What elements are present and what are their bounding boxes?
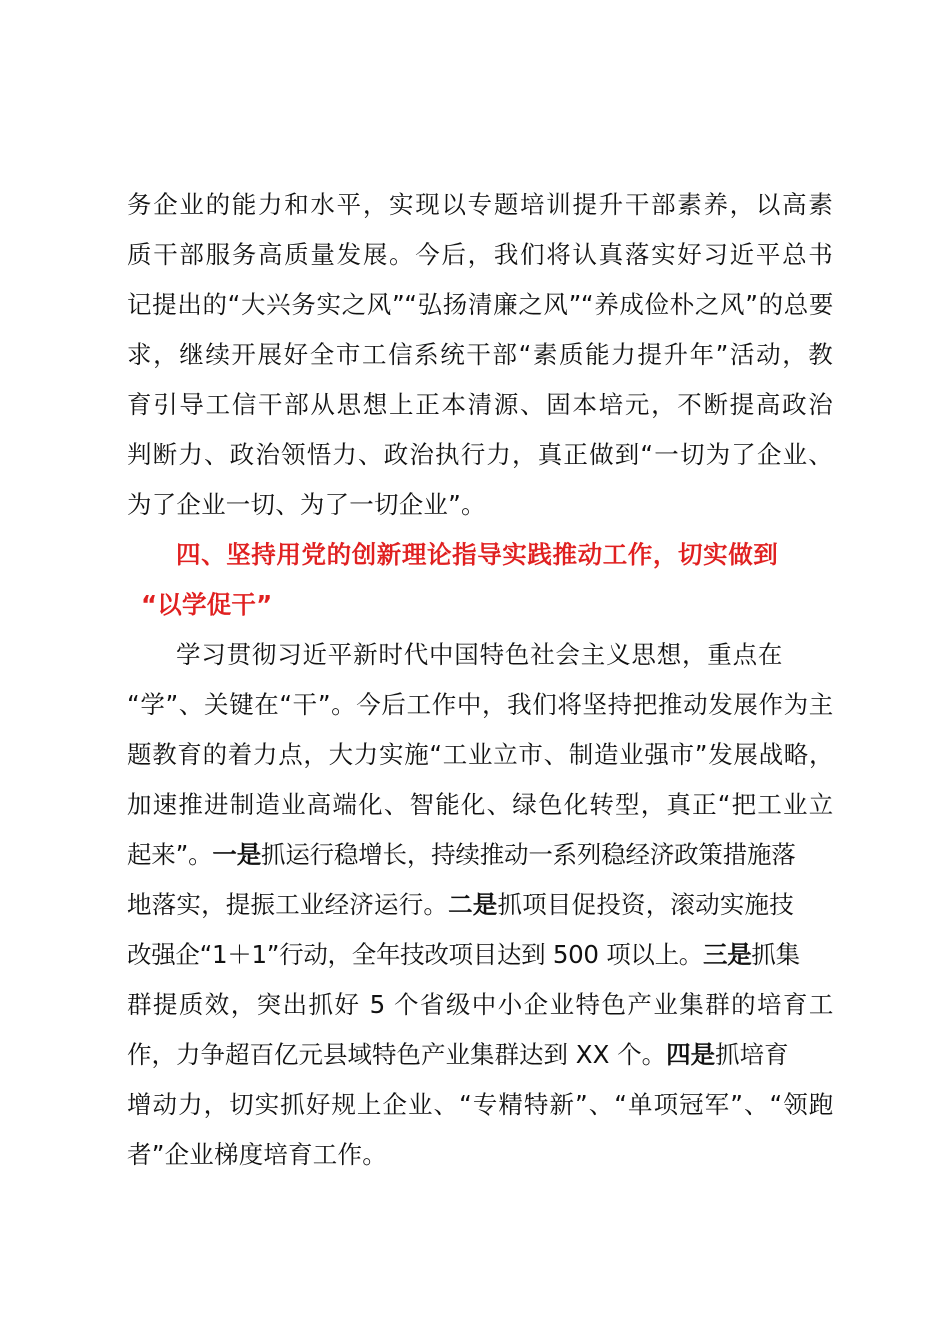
heading-line: 四、坚持用党的创新理论指导实践推动工作，切实做到 — [176, 540, 779, 569]
text-segment: 抓集 — [751, 940, 800, 969]
text-line: 求，继续开展好全市工信系统干部“素质能力提升年”活动，教 — [127, 340, 833, 369]
text-line — [127, 930, 833, 980]
text-line: “学”、关键在“干”。今后工作中，我们将坚持把推动发展作为主 — [127, 690, 833, 719]
text-segment: 作，力争超百亿元县域特色产业集群达到 XX 个。 — [127, 1040, 667, 1069]
heading-line: “以学促干” — [141, 590, 273, 619]
text-line — [127, 880, 833, 930]
emphasis-label: 三是 — [703, 940, 752, 969]
text-line — [127, 1030, 833, 1080]
text-line: 务企业的能力和水平，实现以专题培训提升干部素养，以高素 — [127, 190, 833, 219]
text-segment: 抓培育 — [715, 1040, 789, 1069]
text-segment: 起来”。 — [127, 840, 213, 869]
paragraph-continuation — [127, 180, 833, 530]
text-line: 题教育的着力点，大力实施“工业立市、制造业强市”发展战略， — [127, 740, 833, 769]
text-line: 学习贯彻习近平新时代中国特色社会主义思想，重点在 — [176, 640, 784, 669]
text-line: 育引导工信干部从思想上正本清源、固本培元，不断提高政治 — [127, 390, 833, 419]
text-segment: 地落实，提振工业经济运行。 — [127, 890, 449, 919]
text-segment: 抓运行稳增长，持续推动一系列稳经济政策措施落 — [261, 840, 796, 869]
emphasis-label: 一是 — [212, 840, 262, 869]
text-line — [127, 830, 833, 880]
text-segment: 改强企“1＋1”行动，全年技改项目达到 500 项以上。 — [127, 940, 703, 969]
text-line: 记提出的“大兴务实之风”“弘扬清廉之风”“养成俭朴之风”的总要 — [127, 290, 833, 319]
emphasis-label: 四是 — [666, 1040, 716, 1069]
text-line: 为了企业一切、为了一切企业”。 — [127, 490, 486, 519]
paragraph-body — [127, 630, 833, 1180]
text-line: 质干部服务高质量发展。今后，我们将认真落实好习近平总书 — [127, 240, 833, 269]
text-segment: 抓项目促投资，滚动实施技 — [497, 890, 794, 919]
text-line: 判断力、政治领悟力、政治执行力，真正做到“一切为了企业、 — [127, 440, 833, 469]
text-line: 加速推进制造业高端化、智能化、绿色化转型，真正“把工业立 — [127, 790, 833, 819]
section-heading-4 — [127, 530, 833, 630]
emphasis-label: 二是 — [448, 890, 498, 919]
text-line: 增动力，切实抓好规上企业、“专精特新”、“单项冠军”、“领跑 — [127, 1090, 833, 1119]
text-line: 群提质效，突出抓好 5 个省级中小企业特色产业集群的培育工 — [127, 990, 833, 1019]
text-line: 者”企业梯度培育工作。 — [127, 1140, 387, 1169]
